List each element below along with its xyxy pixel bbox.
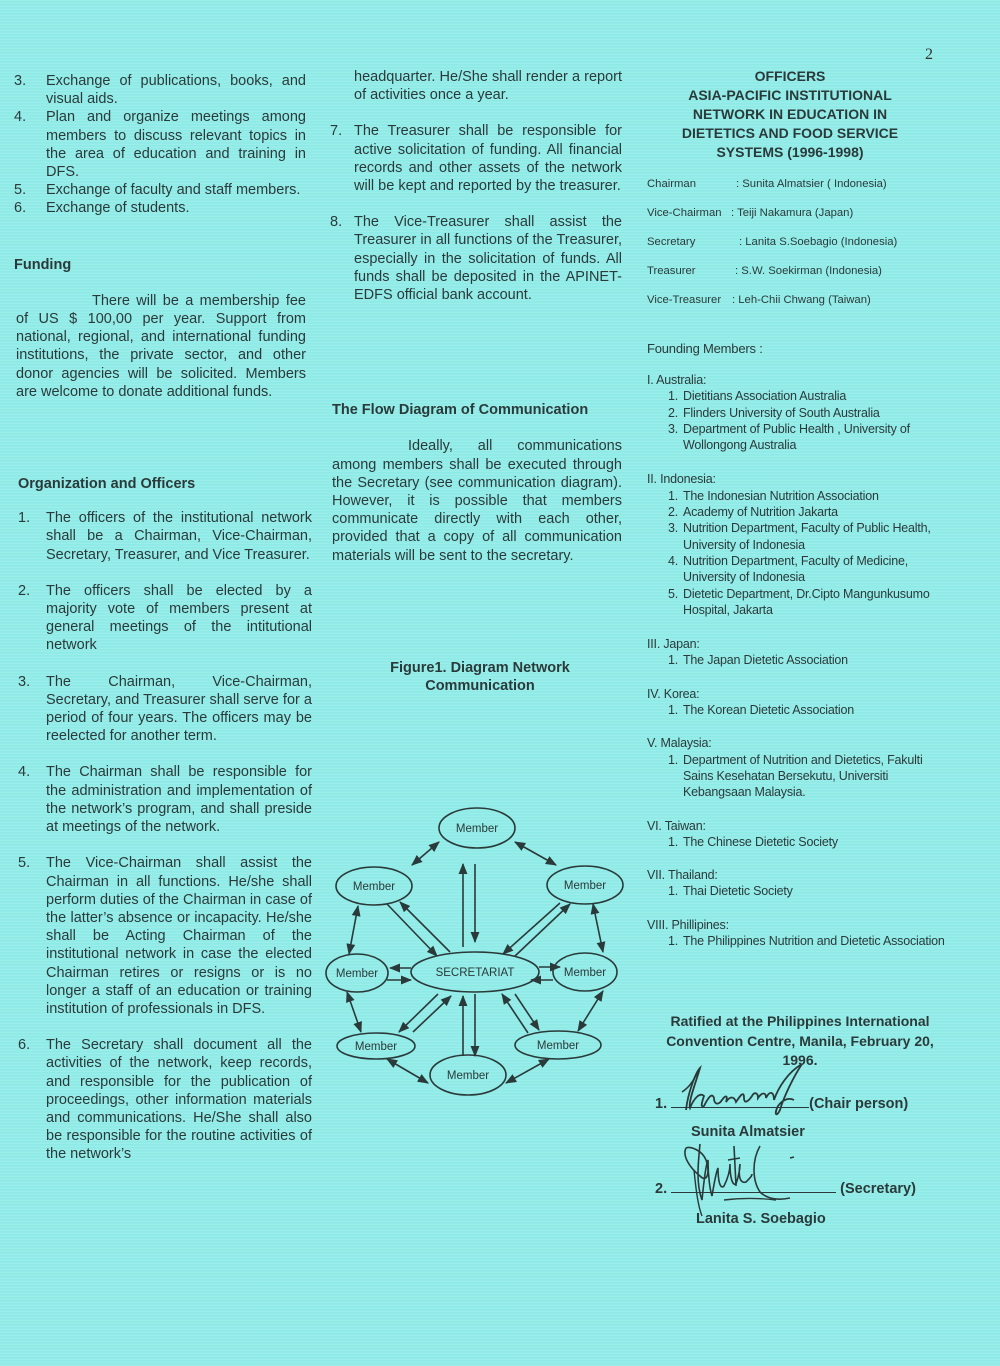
member-number: 1. <box>668 834 679 849</box>
item-text: Exchange of publications, books, and visual aids. <box>46 73 306 108</box>
member-item <box>647 421 947 454</box>
country-label: V. Malaysia: <box>647 736 712 751</box>
member-name: Flinders University of South Australia <box>683 405 880 420</box>
chair-signature-scribble <box>678 1062 828 1120</box>
item-text: The Treasurer shall be responsible for active solicitation of funding. All financial records and other assets of the network will be kept and reported by the treasurer. <box>354 123 622 195</box>
signature-number: 1. <box>655 1096 668 1112</box>
signature-number: 2. <box>655 1181 668 1197</box>
member-node-label: Member <box>352 881 396 893</box>
member-number: 4. <box>668 553 679 568</box>
figure-caption-line1: Figure1. Diagram Network <box>390 659 570 676</box>
connection-arrow <box>578 991 603 1031</box>
officer-role: Secretary <box>647 236 696 248</box>
funding-paragraph: There will be a membership fee of US $ 100,00 per year. Support from national, regional, and international funding institutions, the private sector, and other donor agencies will be solicited. Members are welcome to donate additional funds. <box>16 292 306 400</box>
member-item <box>647 553 947 586</box>
connection-arrow <box>349 906 358 954</box>
member-name: Department of Public Health , University of Wollongong Australia <box>683 421 910 453</box>
member-number: 1. <box>668 703 679 718</box>
member-name: Thai Dietetic Society <box>683 884 793 899</box>
member-name: Dietitians Association Australia <box>683 389 847 404</box>
officer-row <box>647 178 887 190</box>
title-line: OFFICERS <box>754 68 826 84</box>
item-text: Exchange of faculty and staff members. <box>46 182 301 199</box>
member-item <box>647 834 947 850</box>
member-item <box>647 586 947 619</box>
list-item <box>18 582 312 655</box>
connection-arrow <box>412 842 439 865</box>
country-group <box>647 917 947 950</box>
list-item <box>18 1036 312 1163</box>
figure-caption-line2: Communication <box>425 678 535 695</box>
country-group <box>647 735 947 800</box>
item-text: The Secretary shall document all the activities of the network, keep records, and responsible for the publication of proceedings, other information materials and communications. He/She shall also be responsible for the routine activities of the network’s <box>46 1037 312 1163</box>
member-item <box>647 652 947 668</box>
flow-paragraph: Ideally, all communications among members shall be executed through the Secretary (see communication diagram). However, it is possible that members communicate directly with each other, provided that a copy of all communication materials will be sent to the secretary. <box>332 438 622 564</box>
member-item <box>647 488 947 504</box>
item-number: 5. <box>14 182 27 199</box>
connection-arrow <box>387 1059 428 1083</box>
connection-arrow <box>387 904 437 956</box>
officer-row <box>647 294 871 306</box>
founding-members <box>647 372 947 949</box>
organization-heading: Organization and Officers <box>18 476 196 493</box>
member-number: 3. <box>668 421 679 436</box>
left-column <box>14 72 312 1164</box>
member-number: 5. <box>668 586 679 601</box>
member-number: 1. <box>668 752 679 767</box>
list-item <box>330 122 622 195</box>
member-number: 1. <box>668 389 679 404</box>
member-node-label: Member <box>536 1040 580 1052</box>
member-item <box>647 702 947 718</box>
officer-name: : Leh-Chii Chwang (Taiwan) <box>732 294 871 306</box>
item-number: 6. <box>18 1037 31 1054</box>
officer-name: : Sunita Almatsier ( Indonesia) <box>736 178 887 190</box>
officer-name: : Lanita S.Soebagio (Indonesia) <box>739 236 898 248</box>
item-number: 1. <box>18 510 31 527</box>
objectives-list <box>14 72 306 218</box>
connection-arrow <box>515 904 570 956</box>
country-label: I. Australia: <box>647 373 707 387</box>
ratified-statement: Ratified at the Philippines International Convention Centre, Manila, February 20, 1996. <box>666 1013 934 1068</box>
connection-arrow <box>515 842 556 865</box>
officer-role: Vice-Chairman <box>647 207 722 219</box>
item-text: The officers shall be elected by a majority vote of members present at general meetings of the intitutional network <box>46 582 312 654</box>
member-item <box>647 883 947 899</box>
country-label: IV. Korea: <box>647 686 700 701</box>
item-number: 7. <box>330 123 343 140</box>
member-item <box>647 504 947 520</box>
member-item <box>647 520 947 553</box>
network-communication-diagram <box>325 800 635 1100</box>
member-name: The Korean Dietetic Association <box>683 703 854 718</box>
item-number: 8. <box>330 214 343 231</box>
connection-arrow <box>506 1059 549 1083</box>
member-name: Dietetic Department, Dr.Cipto Mangunkusumo Hospital, Jakarta <box>683 586 930 617</box>
connection-arrow <box>515 994 539 1030</box>
member-name: Nutrition Department, Faculty of Public Health, University of Indonesia <box>683 521 931 552</box>
funding-heading: Funding <box>14 256 72 273</box>
country-group <box>647 372 947 453</box>
member-number: 3. <box>668 521 679 536</box>
list-item <box>330 213 622 304</box>
member-name: Nutrition Department, Faculty of Medicine, University of Indonesia <box>683 553 909 585</box>
connection-arrow <box>502 994 528 1033</box>
list-item <box>14 108 306 181</box>
item-text: Exchange of students. <box>46 200 190 217</box>
item-number: 3. <box>14 73 27 89</box>
list-item <box>18 763 312 836</box>
title-line: NETWORK IN EDUCATION IN <box>692 106 888 122</box>
middle-column <box>330 68 622 695</box>
officer-role: Vice-Treasurer <box>647 294 722 306</box>
member-number: 1. <box>668 884 679 899</box>
item-number: 2. <box>18 582 31 599</box>
item-text: The officers of the institutional network shall be a Chairman, Vice-Chairman, Secretary, Treasurer, and Vice Treasurer. <box>46 510 312 563</box>
list-item <box>18 509 312 564</box>
title-line: SYSTEMS (1996-1998) <box>716 144 864 160</box>
member-node-label: Member <box>335 968 379 980</box>
country-group <box>647 686 947 719</box>
item-number: 4. <box>18 764 31 781</box>
country-label: II. Indonesia: <box>647 472 716 487</box>
officer-name: : Teiji Nakamura (Japan) <box>731 207 854 219</box>
title-line: ASIA-PACIFIC INSTITUTIONAL <box>688 87 892 103</box>
continuation-paragraph: headquarter. He/She shall render a report of activities once a year. <box>354 69 622 104</box>
list-item <box>14 72 306 108</box>
member-item <box>647 388 947 404</box>
country-group <box>647 867 947 900</box>
item-text: The Vice-Treasurer shall assist the Treasurer in all functions of the Treasurer, especially in the solicitation of funds. All funds shall be deposited in the APINET-EDFS official bank account. <box>354 214 622 304</box>
country-label: VIII. Phillipines: <box>647 917 729 932</box>
member-item <box>647 752 947 801</box>
country-label: III. Japan: <box>647 637 700 652</box>
member-node-label: Member <box>446 1070 490 1082</box>
member-name: The Chinese Dietetic Society <box>683 834 838 849</box>
organization-list <box>14 509 312 1163</box>
flow-diagram-heading: The Flow Diagram of Communication <box>332 402 589 419</box>
connection-arrow <box>413 996 451 1032</box>
member-number: 1. <box>668 653 679 668</box>
connection-arrow <box>593 904 603 952</box>
item-text: The Vice-Chairman shall assist the Chairman in all functions. He/she shall perform duties of the Chairman in case of the latter’s absence or incapacity. He/she shall be Acting Chairman of the institutional network in case the elected Chairman retires or resigns or is no longer a staff of an education or training institution of professionals in DFS. <box>46 855 312 1017</box>
member-number: 2. <box>668 405 679 420</box>
signature-role: (Chair person) <box>809 1096 909 1112</box>
officer-row <box>647 236 897 248</box>
figure-caption <box>330 659 630 695</box>
officer-role: Treasurer <box>647 265 696 277</box>
connection-arrow <box>347 992 361 1032</box>
member-name: The Indonesian Nutrition Association <box>683 488 879 503</box>
member-number: 1. <box>668 488 679 503</box>
list-item <box>14 181 306 199</box>
member-name: Department of Nutrition and Dietetics, Fakulti Sains Kesehatan Bersekutu, Universiti Kebangsaan Malaysia. <box>683 752 923 800</box>
item-number: 6. <box>14 200 27 217</box>
member-item <box>647 933 947 949</box>
officers-title <box>640 67 940 162</box>
list-item <box>14 199 306 217</box>
member-number: 1. <box>668 934 679 949</box>
country-group <box>647 818 947 851</box>
officer-row <box>647 207 853 219</box>
member-node-label: Member <box>563 967 607 979</box>
signature-role: (Secretary) <box>840 1181 916 1197</box>
item-text: The Chairman shall be responsible for the administration and implementation of the network’s program, and shall preside at meetings of the network. <box>46 764 312 836</box>
member-node-label: Member <box>563 880 607 892</box>
member-name: The Japan Dietetic Association <box>683 653 848 668</box>
signatory-name-chair: Sunita Almatsier <box>691 1124 805 1140</box>
country-group <box>647 636 947 669</box>
member-number: 2. <box>668 505 679 520</box>
member-node-label: Member <box>354 1041 398 1053</box>
member-node-label: Member <box>455 823 499 835</box>
country-label: VI. Taiwan: <box>647 818 706 833</box>
title-line: DIETETICS AND FOOD SERVICE <box>681 125 899 141</box>
officer-role: Chairman <box>647 178 696 190</box>
signatory-name-secretary: Lanita S. Soebagio <box>696 1211 826 1227</box>
secretary-signature-scribble <box>680 1140 820 1220</box>
list-item <box>18 854 312 1018</box>
founding-members-heading: Founding Members : <box>647 341 763 356</box>
item-number: 5. <box>18 855 31 872</box>
list-item <box>18 673 312 746</box>
member-item <box>647 405 947 421</box>
member-name: Academy of Nutrition Jakarta <box>683 505 838 520</box>
item-number: 4. <box>14 109 27 126</box>
country-group <box>647 471 947 618</box>
item-text: Plan and organize meetings among members to discuss relevant topics in the area of education and training in DFS. <box>46 109 306 181</box>
officer-row <box>647 265 882 277</box>
item-number: 3. <box>18 673 31 690</box>
secretariat-node-label: SECRETARIAT <box>435 967 515 979</box>
page-number: 2 <box>925 46 933 63</box>
member-name: The Philippines Nutrition and Dietetic Association <box>683 934 945 949</box>
country-label: VII. Thailand: <box>647 868 718 883</box>
officer-name: : S.W. Soekirman (Indonesia) <box>735 265 882 277</box>
item-text: The Chairman, Vice-Chairman, Secretary, and Treasurer shall serve for a period of four years. The officers may be reelected for another term. <box>46 673 312 745</box>
connection-arrow <box>503 903 560 954</box>
